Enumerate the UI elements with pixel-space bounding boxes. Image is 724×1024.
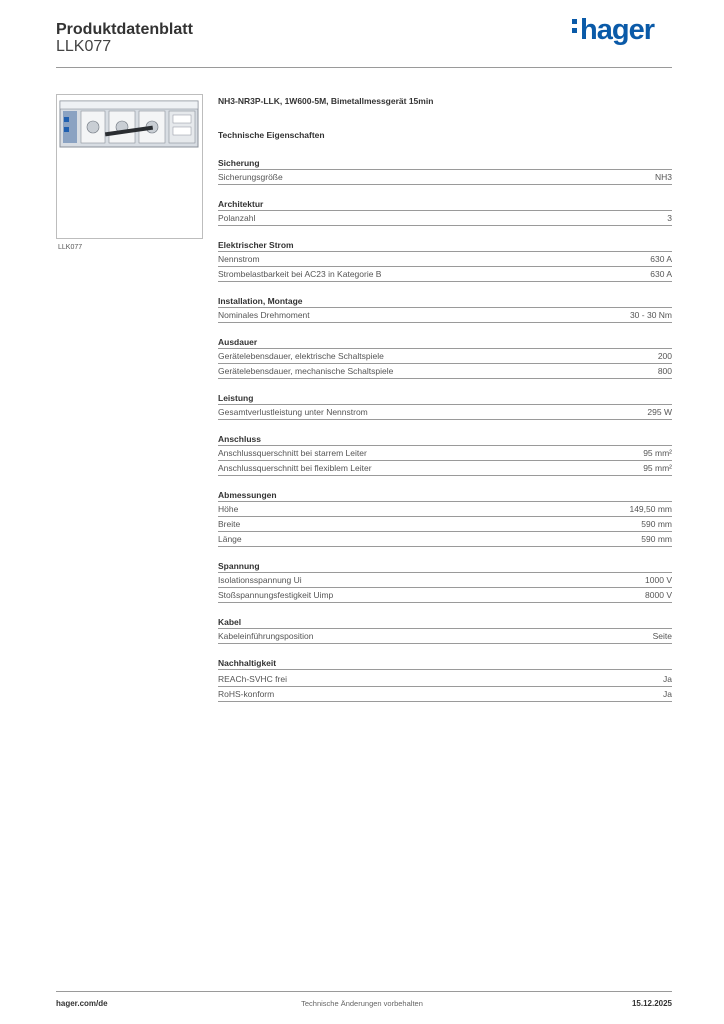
datasheet-content <box>218 96 672 702</box>
property-row <box>218 461 672 476</box>
property-section <box>218 296 672 323</box>
property-value: 590 mm <box>641 534 672 544</box>
property-row <box>218 252 672 267</box>
property-label: RoHS-konform <box>218 689 275 699</box>
section-title: Abmessungen <box>218 490 672 502</box>
property-value: 200 <box>657 351 672 361</box>
section-title: Nachhaltigkeit <box>218 658 672 670</box>
section-title: Spannung <box>218 561 672 573</box>
property-value: 149,50 mm <box>629 504 672 514</box>
property-row <box>218 629 672 644</box>
property-label: Länge <box>218 534 242 544</box>
property-value: 800 <box>657 366 672 376</box>
property-value: 1000 V <box>645 575 672 585</box>
property-value: Ja <box>663 689 672 699</box>
property-label: Nominales Drehmoment <box>218 310 310 320</box>
property-value: 3 <box>667 213 672 223</box>
property-row <box>218 349 672 364</box>
section-title: Architektur <box>218 199 672 211</box>
property-section <box>218 561 672 603</box>
property-sections <box>218 158 672 702</box>
property-label: Gerätelebensdauer, mechanische Schaltspiele <box>218 366 394 376</box>
header-divider <box>56 67 672 68</box>
property-label: Strombelastbarkeit bei AC23 in Kategorie B <box>218 269 382 279</box>
property-value: Seite <box>652 631 672 641</box>
page-title: Produktdatenblatt <box>56 21 193 38</box>
property-row <box>218 588 672 603</box>
property-row <box>218 308 672 323</box>
property-label: Gerätelebensdauer, elektrische Schaltspiele <box>218 351 384 361</box>
property-label: Anschlussquerschnitt bei starrem Leiter <box>218 448 367 458</box>
property-section <box>218 490 672 547</box>
property-row <box>218 502 672 517</box>
section-title: Elektrischer Strom <box>218 240 672 252</box>
property-value: Ja <box>663 674 672 684</box>
property-value: 95 mm² <box>643 463 672 473</box>
property-value: 95 mm² <box>643 448 672 458</box>
property-section <box>218 199 672 226</box>
property-row <box>218 446 672 461</box>
property-row <box>218 405 672 420</box>
property-value: 590 mm <box>641 519 672 529</box>
property-section <box>218 240 672 282</box>
technical-properties-heading: Technische Eigenschaften <box>218 130 325 140</box>
property-value: 30 - 30 Nm <box>629 310 672 320</box>
property-value: 630 A <box>650 269 672 279</box>
property-label: Isolationsspannung Ui <box>218 575 302 585</box>
property-section <box>218 393 672 420</box>
footer-date: 15.12.2025 <box>631 999 672 1008</box>
logo-text: hager <box>580 14 654 46</box>
property-label: Anschlussquerschnitt bei flexiblem Leiter <box>218 463 372 473</box>
property-label: Höhe <box>218 504 239 514</box>
property-section <box>218 158 672 185</box>
property-row <box>218 267 672 282</box>
footer-disclaimer: Technische Änderungen vorbehalten <box>301 999 423 1008</box>
property-row <box>218 517 672 532</box>
property-row <box>218 532 672 547</box>
property-label: Nennstrom <box>218 254 260 264</box>
property-value: NH3 <box>654 172 672 182</box>
property-row <box>218 170 672 185</box>
switch-disconnector-illustration <box>57 95 202 238</box>
product-code: LLK077 <box>56 38 112 55</box>
property-row <box>218 211 672 226</box>
property-label: Kabeleinführungsposition <box>218 631 314 641</box>
logo-colon-icon <box>572 15 579 37</box>
section-title: Installation, Montage <box>218 296 672 308</box>
section-title: Anschluss <box>218 434 672 446</box>
property-label: REACh-SVHC frei <box>218 674 287 684</box>
property-section <box>218 617 672 644</box>
section-title: Sicherung <box>218 158 672 170</box>
property-row <box>218 687 672 702</box>
property-row <box>218 364 672 379</box>
product-name: NH3-NR3P-LLK, 1W600-5M, Bimetallmessgerät 15min <box>218 96 434 106</box>
product-image <box>56 94 203 239</box>
property-label: Sicherungsgröße <box>218 172 283 182</box>
property-section <box>218 337 672 379</box>
footer-website-link[interactable]: hager.com/de <box>56 999 108 1008</box>
property-row <box>218 573 672 588</box>
property-section <box>218 434 672 476</box>
section-title: Kabel <box>218 617 672 629</box>
property-value: 8000 V <box>645 590 672 600</box>
footer-divider <box>56 991 672 992</box>
property-value: 295 W <box>647 407 672 417</box>
property-label: Gesamtverlustleistung unter Nennstrom <box>218 407 368 417</box>
property-label: Polanzahl <box>218 213 256 223</box>
property-label: Stoßspannungsfestigkeit Uimp <box>218 590 334 600</box>
property-value: 630 A <box>650 254 672 264</box>
property-label: Breite <box>218 519 241 529</box>
section-title: Leistung <box>218 393 672 405</box>
hager-logo[interactable] <box>572 14 654 47</box>
section-title: Ausdauer <box>218 337 672 349</box>
image-caption: LLK077 <box>58 244 83 251</box>
property-row <box>218 672 672 687</box>
property-section <box>218 658 672 702</box>
